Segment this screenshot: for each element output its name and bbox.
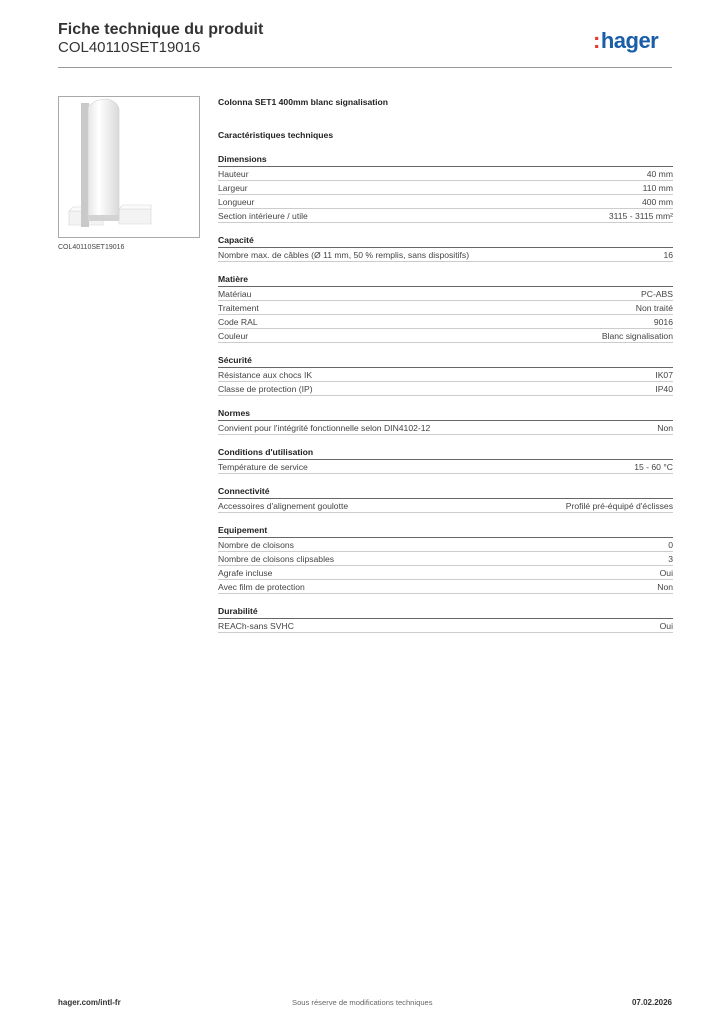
spec-row [218, 580, 673, 594]
spec-row [218, 315, 673, 329]
image-caption: COL40110SET19016 [58, 244, 125, 251]
section-title: Capacité [218, 234, 673, 248]
spec-row [218, 538, 673, 552]
spec-value: 16 [663, 250, 673, 260]
spec-label: Classe de protection (IP) [218, 384, 313, 394]
spec-row [218, 460, 673, 474]
spec-label: Matériau [218, 289, 252, 299]
spec-section [218, 446, 673, 474]
spec-label: Convient pour l'intégrité fonctionnelle selon DIN4102-12 [218, 423, 431, 433]
footer-website: hager.com/intl-fr [58, 998, 121, 1007]
section-title: Dimensions [218, 153, 673, 167]
spec-value: IK07 [655, 370, 673, 380]
section-title: Durabilité [218, 605, 673, 619]
logo-dots-icon: : [593, 28, 600, 53]
section-title: Conditions d'utilisation [218, 446, 673, 460]
spec-row [218, 421, 673, 435]
footer-notice: Sous réserve de modifications techniques [292, 998, 433, 1007]
spec-row [218, 368, 673, 382]
spec-value: Blanc signalisation [601, 331, 673, 341]
spec-label: Largeur [218, 183, 248, 193]
spec-label: Longueur [218, 197, 255, 207]
spec-section [218, 354, 673, 396]
spec-value: 9016 [653, 317, 673, 327]
spec-section [218, 524, 673, 594]
spec-value: Oui [659, 621, 673, 631]
spec-label: Nombre de cloisons [218, 540, 294, 550]
spec-section [218, 605, 673, 633]
spec-value: Non [657, 423, 673, 433]
spec-label: Couleur [218, 331, 249, 341]
product-name: Colonna SET1 400mm blanc signalisation [218, 97, 389, 107]
spec-label: Résistance aux chocs IK [218, 370, 313, 380]
hager-logo [593, 28, 658, 54]
spec-sections [218, 153, 673, 633]
spec-label: Nombre de cloisons clipsables [218, 554, 335, 564]
spec-row [218, 499, 673, 513]
trunking-column-icon [59, 97, 199, 237]
spec-row [218, 209, 673, 223]
spec-section [218, 485, 673, 513]
spec-row [218, 619, 673, 633]
spec-label: Traitement [218, 303, 259, 313]
section-title: Sécurité [218, 354, 673, 368]
spec-row [218, 301, 673, 315]
spec-value: PC-ABS [641, 289, 673, 299]
spec-label: Avec film de protection [218, 582, 305, 592]
product-code: COL40110SET19016 [58, 39, 201, 56]
spec-row [218, 248, 673, 262]
spec-value: Oui [659, 568, 673, 578]
spec-label: Température de service [218, 462, 308, 472]
spec-row [218, 181, 673, 195]
spec-label: Hauteur [218, 169, 249, 179]
spec-row [218, 287, 673, 301]
spec-row [218, 329, 673, 343]
spec-value: 400 mm [641, 197, 673, 207]
spec-section [218, 407, 673, 435]
spec-sheet [218, 96, 673, 633]
spec-value: 3115 - 3115 mm² [608, 211, 673, 221]
section-title: Equipement [218, 524, 673, 538]
spec-row [218, 552, 673, 566]
product-image [58, 96, 200, 238]
spec-value: 15 - 60 °C [634, 462, 673, 472]
spec-label: Agrafe incluse [218, 568, 273, 578]
spec-value: Non [657, 582, 673, 592]
spec-value: Profilé pré-équipé d'éclisses [565, 501, 673, 511]
characteristics-heading: Caractéristiques techniques [218, 130, 334, 140]
section-title: Matière [218, 273, 673, 287]
spec-value: IP40 [655, 384, 673, 394]
section-title: Normes [218, 407, 673, 421]
spec-row [218, 195, 673, 209]
spec-section [218, 273, 673, 343]
section-title: Connectivité [218, 485, 673, 499]
spec-row [218, 382, 673, 396]
spec-value: 110 mm [642, 183, 673, 193]
spec-label: Nombre max. de câbles (Ø 11 mm, 50 % remplis, sans dispositifs) [218, 250, 470, 260]
spec-row [218, 167, 673, 181]
spec-label: Section intérieure / utile [218, 211, 308, 221]
spec-label: Accessoires d'alignement goulotte [218, 501, 349, 511]
spec-value: 0 [668, 540, 673, 550]
spec-section [218, 153, 673, 223]
spec-value: Non traité [635, 303, 673, 313]
footer-date: 07.02.2026 [631, 998, 672, 1007]
spec-value: 3 [668, 554, 673, 564]
spec-row [218, 566, 673, 580]
logo-text: hager [600, 28, 659, 53]
spec-label: Code RAL [218, 317, 258, 327]
spec-value: 40 mm [646, 169, 673, 179]
spec-section [218, 234, 673, 262]
spec-label: REACh-sans SVHC [218, 621, 294, 631]
page-title: Fiche technique du produit [58, 21, 264, 38]
header-divider [58, 67, 672, 68]
